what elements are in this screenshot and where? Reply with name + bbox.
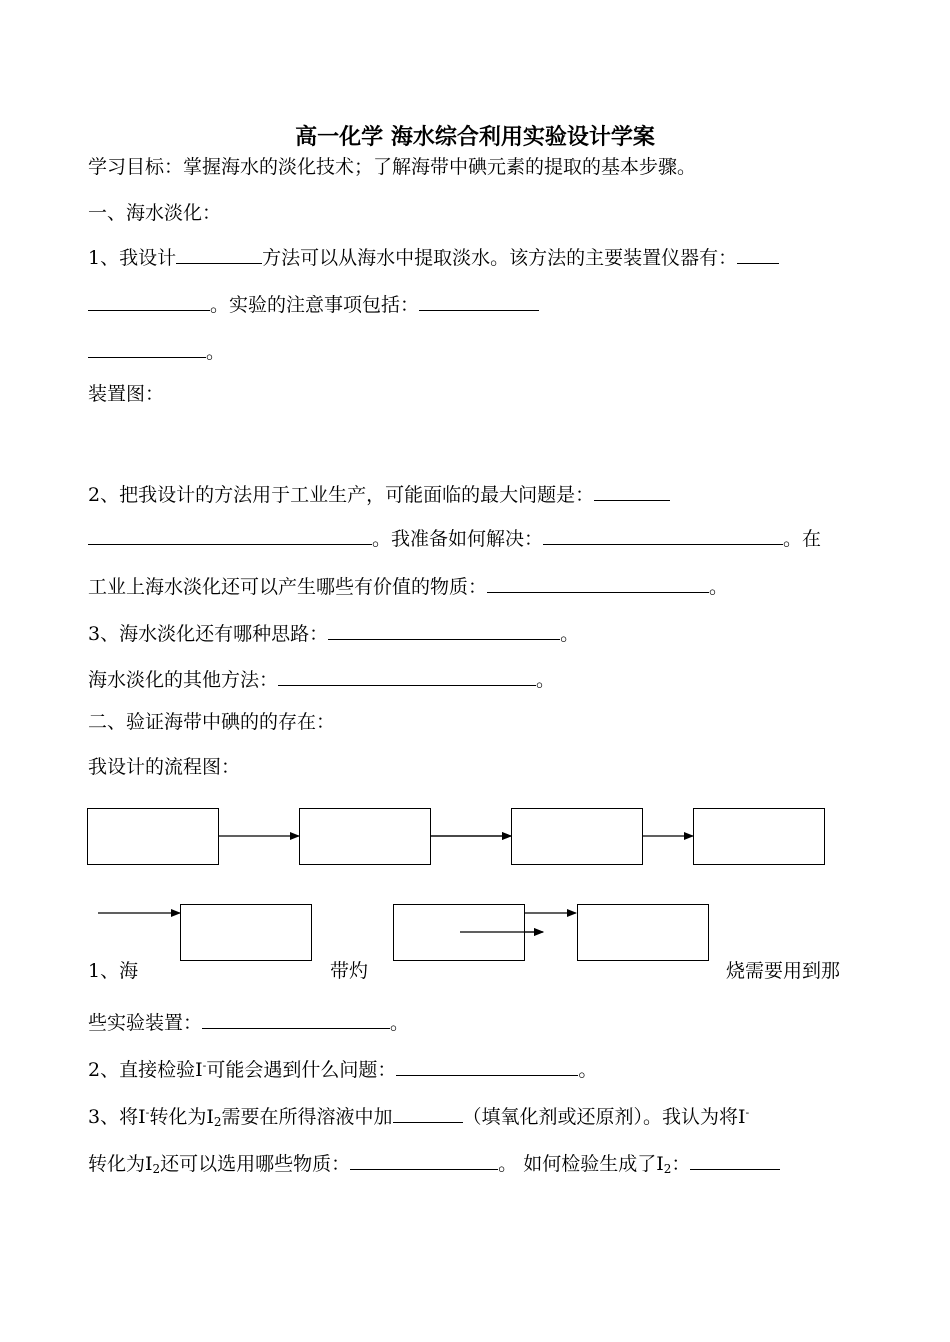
blank-oxidants[interactable] <box>350 1149 498 1170</box>
p2-text-c: 。 <box>578 1059 598 1081</box>
learning-goal: 学习目标：掌握海水的淡化技术；了解海带中碘元素的提取的基本步骤。 <box>88 156 697 178</box>
q1-text-c: 。实验的注意事项包括： <box>210 294 420 316</box>
p1-text-e: 。 <box>390 1012 410 1034</box>
p2-text-b: 可能会遇到什么问题： <box>206 1059 397 1081</box>
q2-line1 <box>88 480 670 508</box>
q1-line3 <box>88 337 225 365</box>
flow-box-7[interactable] <box>577 904 709 961</box>
p3-text-h: ： <box>671 1153 691 1175</box>
page-title: 高一化学 海水综合利用实验设计学案 <box>295 124 655 150</box>
p3-sub1: 2 <box>213 1115 222 1129</box>
p3-text-e: 转化为I <box>88 1153 153 1175</box>
flow-box-4[interactable] <box>693 808 825 865</box>
section1-heading: 一、海水淡化： <box>88 202 222 224</box>
p3-sub2: 2 <box>152 1162 161 1176</box>
blank-apparatus-start[interactable] <box>737 243 779 264</box>
flow-box-3[interactable] <box>511 808 643 865</box>
q3-line1 <box>88 619 579 647</box>
q1-text-d: 。 <box>206 341 226 363</box>
blank-iodine-test[interactable] <box>690 1149 780 1170</box>
blank-byproducts[interactable] <box>487 572 709 593</box>
blank-other-methods[interactable] <box>278 665 536 686</box>
p3-text-b: 转化为I <box>149 1106 214 1128</box>
p3-text-g: 。 如何检验生成了I <box>498 1153 664 1175</box>
flow-box-5[interactable] <box>180 904 312 961</box>
q2-text-b: 。我准备如何解决： <box>372 528 544 550</box>
p1-text-d: 些实验装置： <box>88 1012 203 1034</box>
p2-text-a: 2、直接检验I <box>88 1059 203 1081</box>
q3-text-a: 3、海水淡化还有哪种思路： <box>88 623 329 645</box>
p1-text-a: 1、海 <box>88 960 139 982</box>
p2-line <box>88 1053 597 1083</box>
blank-solution[interactable] <box>543 524 783 545</box>
q2-text-c: 。在 <box>783 528 822 550</box>
q2-text-d: 工业上海水淡化还可以产生哪些有价值的物质： <box>88 576 488 598</box>
q2-line3 <box>88 572 728 600</box>
q3-text-b: 。 <box>560 623 580 645</box>
blank-other-idea[interactable] <box>328 619 560 640</box>
blank-method[interactable] <box>176 243 262 264</box>
blank-apparatus[interactable] <box>88 290 210 311</box>
blank-problem-start[interactable] <box>594 480 670 501</box>
q3-text-c: 海水淡化的其他方法： <box>88 669 279 691</box>
p1-text-c: 烧需要用到那 <box>726 960 841 982</box>
q3-line2 <box>88 665 555 693</box>
blank-burning-apparatus[interactable] <box>202 1008 390 1029</box>
blank-direct-test-problem[interactable] <box>396 1055 578 1076</box>
q1-text-b: 方法可以从海水中提取淡水。该方法的主要装置仪器有： <box>262 247 738 269</box>
q1-line2 <box>88 290 539 318</box>
p2-sup: - <box>202 1059 207 1072</box>
flow-label: 我设计的流程图： <box>88 756 241 778</box>
p1-text-b: 带灼 <box>330 960 369 982</box>
diagram-label: 装置图： <box>88 383 165 405</box>
p1-line2 <box>88 1008 409 1036</box>
p3-text-c: 需要在所得溶液中加 <box>221 1106 393 1128</box>
blank-problem[interactable] <box>88 524 372 545</box>
blank-precautions[interactable] <box>88 337 206 358</box>
q1-text-a: 1、我设计 <box>88 247 177 269</box>
q3-text-d: 。 <box>536 669 556 691</box>
q2-text-e: 。 <box>709 576 729 598</box>
blank-reagent-type[interactable] <box>393 1102 463 1123</box>
p3-sub3: 2 <box>663 1162 672 1176</box>
p3-text-f: 还可以选用哪些物质： <box>160 1153 351 1175</box>
p3-line2 <box>88 1149 780 1182</box>
q2-line2 <box>88 524 821 552</box>
p3-sup2: - <box>745 1106 750 1119</box>
p3-text-a: 3、将I <box>88 1106 146 1128</box>
q1-line1 <box>88 243 779 271</box>
blank-precautions-start[interactable] <box>419 290 539 311</box>
p3-line1 <box>88 1100 749 1135</box>
section2-heading: 二、验证海带中碘的的存在： <box>88 711 336 733</box>
p3-sup1: - <box>145 1106 150 1119</box>
q2-text-a: 2、把我设计的方法用于工业生产，可能面临的最大问题是： <box>88 484 595 506</box>
p3-text-d: （填氧化剂或还原剂）。我认为将I <box>462 1106 746 1128</box>
flow-box-6[interactable] <box>393 904 525 961</box>
flow-box-2[interactable] <box>299 808 431 865</box>
flow-box-1[interactable] <box>87 808 219 865</box>
